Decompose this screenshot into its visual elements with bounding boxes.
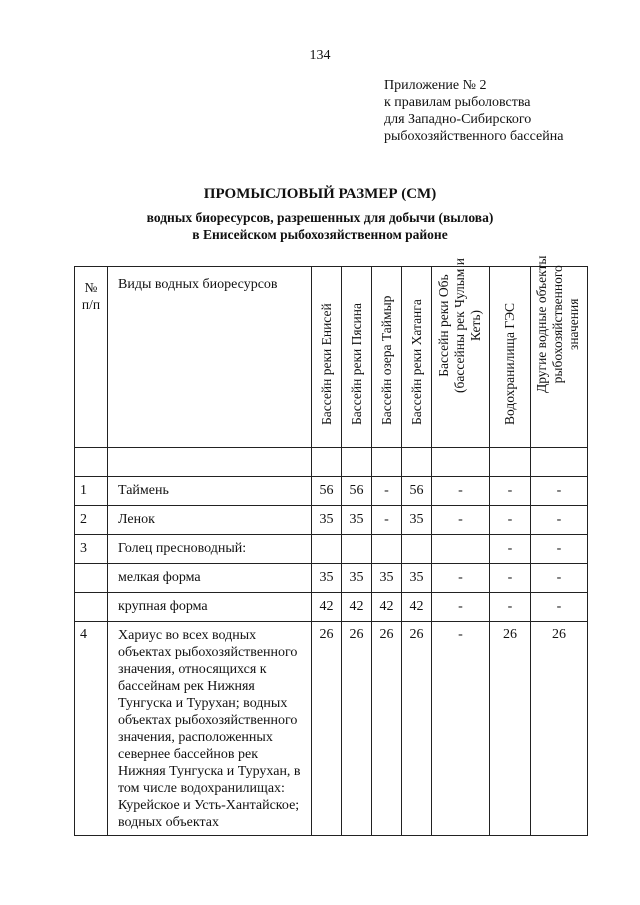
row-number: 2 — [75, 506, 108, 535]
table-header-row — [75, 267, 588, 448]
species-column-header: Виды водных биоресурсов — [108, 267, 312, 448]
size-value: 56 — [402, 477, 432, 506]
basin-column-header: Бассейн реки Обь (бассейны рек Чулым и Кеть) — [432, 267, 490, 448]
document-title: ПРОМЫСЛОВЫЙ РАЗМЕР (СМ) — [203, 186, 437, 202]
size-value: - — [432, 593, 490, 622]
size-value: - — [432, 506, 490, 535]
size-value: 35 — [402, 564, 432, 593]
size-value: 56 — [342, 477, 372, 506]
size-value: - — [531, 564, 588, 593]
appendix-line: к правилам рыболовства — [384, 95, 531, 110]
size-value: - — [531, 506, 588, 535]
table-row — [75, 477, 588, 506]
size-value: 35 — [372, 564, 402, 593]
size-value: - — [490, 535, 531, 564]
size-value: 42 — [342, 593, 372, 622]
size-value: - — [490, 593, 531, 622]
appendix-line: для Западно-Сибирского — [384, 112, 532, 127]
basin-column-header: Бассейн озера Таймыр — [372, 267, 402, 448]
size-value: 26 — [531, 622, 588, 836]
row-number — [75, 564, 108, 593]
species-name: Хариус во всех водных объектах рыбохозяйственного значения, относящихся к бассейнам рек Нижняя Тунгуска и Турухан; водных объектах рыбохозяйственного значения, расположенных севернее бассейнов рек Нижняя Тунгуска и Турухан, в том числе водохранилищах: Курейское и Усть-Хантайское; водных объектах — [108, 622, 312, 836]
size-value — [372, 535, 402, 564]
table-row — [75, 564, 588, 593]
row-number — [75, 593, 108, 622]
species-name: Ленок — [108, 506, 312, 535]
size-value: - — [531, 593, 588, 622]
basin-column-header: Бассейн реки Хатанга — [402, 267, 432, 448]
basin-column-header: Водохранилища ГЭС — [490, 267, 531, 448]
size-value: - — [490, 506, 531, 535]
size-value: 42 — [402, 593, 432, 622]
table-spacer-row — [75, 448, 588, 477]
table-row — [75, 622, 588, 836]
species-name: мелкая форма — [108, 564, 312, 593]
subtitle-line: водных биоресурсов, разрешенных для добычи (вылова) — [146, 210, 494, 225]
size-value: - — [490, 564, 531, 593]
row-number: 1 — [75, 477, 108, 506]
size-value — [432, 535, 490, 564]
table-row — [75, 506, 588, 535]
basin-column-header: Другие водные объекты рыбохозяйственного значения — [531, 267, 588, 448]
size-value: 26 — [490, 622, 531, 836]
size-value: 42 — [372, 593, 402, 622]
row-number: 3 — [75, 535, 108, 564]
species-name: Голец пресноводный: — [108, 535, 312, 564]
size-value: 56 — [312, 477, 342, 506]
table-row — [75, 535, 588, 564]
size-value: 26 — [372, 622, 402, 836]
size-value: 35 — [312, 506, 342, 535]
size-value: - — [432, 564, 490, 593]
size-value: - — [432, 622, 490, 836]
size-value — [312, 535, 342, 564]
size-value: - — [372, 477, 402, 506]
size-value: - — [432, 477, 490, 506]
page-number: 134 — [309, 48, 331, 63]
number-column-header: № п/п — [75, 267, 108, 448]
table-row — [75, 593, 588, 622]
document-subtitle — [0, 209, 640, 243]
appendix-line: Приложение № 2 — [384, 78, 487, 93]
appendix-note — [384, 77, 563, 145]
size-value: 26 — [312, 622, 342, 836]
species-name: крупная форма — [108, 593, 312, 622]
appendix-line: рыбохозяйственного бассейна — [384, 129, 564, 144]
basin-column-header: Бассейн реки Пясина — [342, 267, 372, 448]
size-value: - — [372, 506, 402, 535]
size-value — [402, 535, 432, 564]
size-value: 35 — [342, 564, 372, 593]
size-value: 35 — [312, 564, 342, 593]
size-value: 42 — [312, 593, 342, 622]
size-value: 26 — [342, 622, 372, 836]
size-value: 26 — [402, 622, 432, 836]
size-value: 35 — [402, 506, 432, 535]
row-number: 4 — [75, 622, 108, 836]
basin-column-header: Бассейн реки Енисей — [312, 267, 342, 448]
subtitle-line: в Енисейском рыбохозяйственном районе — [192, 227, 448, 242]
size-table — [74, 255, 588, 836]
size-value — [342, 535, 372, 564]
size-value: - — [490, 477, 531, 506]
size-value: - — [531, 477, 588, 506]
species-name: Таймень — [108, 477, 312, 506]
size-value: 35 — [342, 506, 372, 535]
size-value: - — [531, 535, 588, 564]
